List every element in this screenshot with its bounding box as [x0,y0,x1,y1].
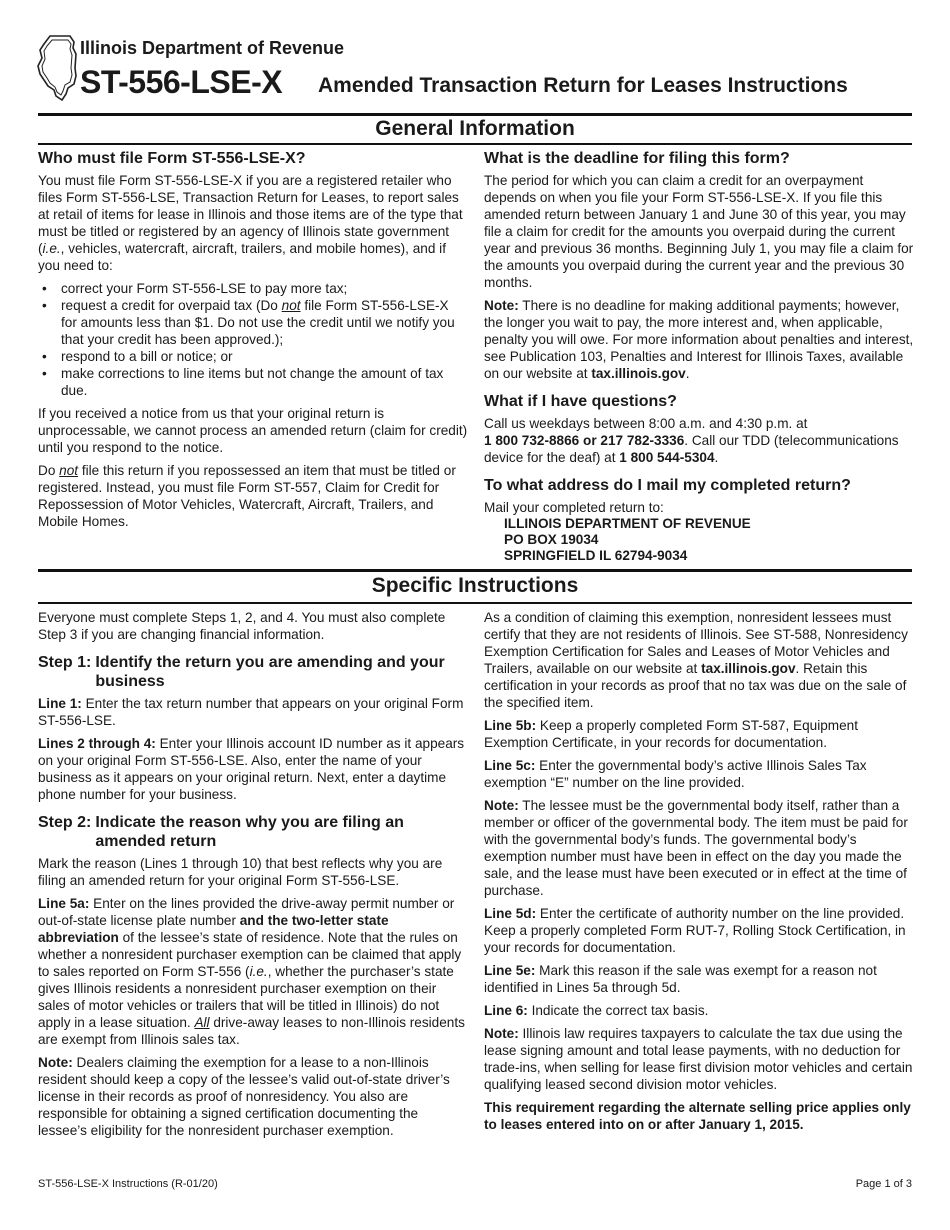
notice-paragraph: If you received a notice from us that your original return is unprocessable, we cannot process an amended return (claim for credit) until you respond to the notice. [38,406,468,455]
divider [38,143,912,145]
footer-form-revision: ST-556-LSE-X Instructions (R-01/20) [38,1178,218,1190]
address-line: ILLINOIS DEPARTMENT OF REVENUE [504,516,751,531]
reasons-list [38,280,468,399]
who-must-file-heading: Who must file Form ST-556-LSE-X? [38,150,306,167]
general-right-column [484,149,914,564]
deadline-note: Note: There is no deadline for making additional payments; however, the longer you wait to pay, the more interest and, when applicable, penalty you will owe. For more information about penalties and interest, see Publication 103, Penalties and Interest for Illinois Taxes, available on our website at tax.illinois.gov. [484,298,914,381]
step1-heading: Step 1: Identify the return you are amending and your business [38,654,445,690]
deadline-heading: What is the deadline for filing this form? [484,150,790,167]
specific-right-column [484,609,914,1139]
line5a-instruction: Line 5a: Enter on the lines provided the drive-away permit number or out-of-state license plate number and the two-letter state abbreviation of the lessee’s state of residence. Note that the rules on whether a nonresident purchaser exemption can be claimed that apply to sales reported on Form ST-556 (i.e., whether the purchaser’s state gives Illinois residents a nonresident purchaser exemption on their sales of motor vehicles or trailers that will be titled in Illinois) do not apply in a lease situation. All drive-away leases to non-Illinois residents are exempt from Illinois sales tax. [38,896,465,1047]
general-info-heading: General Information [375,117,575,140]
list-item: • request a credit for overpaid tax (Do not file Form ST-556-LSE-X for amounts less than $1. Do not use the credit until we notify you that your credit has been approved.); [38,297,468,348]
mark-reason-paragraph: Mark the reason (Lines 1 through 10) that best reflects why you are filing an amended return for your original Form ST-556-LSE. [38,856,443,888]
alternate-price-requirement: This requirement regarding the alternate selling price applies only to leases entered into on or after January 1, 2015. [484,1100,911,1132]
agency-name: Illinois Department of Revenue [80,38,345,58]
deadline-paragraph: The period for which you can claim a credit for an overpayment depends on when you file your Form ST-556-LSE-X. If you file this amended return between January 1 and June 30 of this year, you may file a claim for credit for the amounts you overpaid during the current year and previous 36 months. Beginning July 1, you may file a claim for the amounts you overpaid during the current year and the previous 30 months. [484,173,914,290]
line5c-instruction: Line 5c: Enter the governmental body’s active Illinois Sales Tax exemption “E” number on the line provided. [484,758,867,790]
lines2-4-instruction: Lines 2 through 4: Enter your Illinois account ID number as it appears on your original Form ST-556-LSE. Also, enter the name of your business as it appears on your original return. Next, enter a daytime phone number for your business. [38,736,465,802]
line5b-instruction: Line 5b: Keep a properly completed Form ST-587, Equipment Exemption Certificate, in your records for documentation. [484,718,859,750]
certification-paragraph: As a condition of claiming this exemption, nonresident lessees must certify that they are not residents of Illinois. See ST-588, Nonresidency Exemption Certification for Sales and Leases of Motor Vehicles and Trailers, available on our website at tax.illinois.gov. Retain this certification in your records as proof that no tax was due on the sale of the specified item. [484,610,908,710]
questions-paragraph: Call us weekdays between 8:00 a.m. and 4:30 p.m. at 1 800 732-8866 or 217 782-3336. Call our TDD (telecommunications device for the deaf) at 1 800 544-5304. [484,416,899,465]
specific-intro: Everyone must complete Steps 1, 2, and 4. You must also complete Step 3 if you are changing financial information. [38,610,446,642]
mailing-address [484,516,914,564]
who-must-file-intro: You must file Form ST-556-LSE-X if you are a registered retailer who files Form ST-556-LSE, Transaction Return for Leases, to report sales at retail of items for lease in Illinois and those items are of the type that must be titled or registered by an agency of Illinois state government (i.e., vehicles, watercraft, aircraft, trailers, and mobile homes), and if you need to: [38,173,463,273]
tax-calculation-note: Note: Illinois law requires taxpayers to calculate the tax due using the lease signing amount and total lease payments, with no deduction for trade-ins, when selling for lease first division motor vehicles and certain qualifying leased second division motor vehicles. [484,1026,913,1092]
specific-left-column [38,609,468,1145]
illinois-state-outline-icon [36,34,80,102]
repossession-paragraph: Do not file this return if you repossessed an item that must be titled or registered. Instead, you must file Form ST-557, Claim for Credit for Repossession of Motor Vehicles, Watercraft, Aircraft, Trailers, and Mobile Homes. [38,463,456,529]
divider [38,113,912,116]
line6-instruction: Line 6: Indicate the correct tax basis. [484,1003,709,1018]
address-line: PO BOX 19034 [504,532,599,547]
step2-heading: Step 2: Indicate the reason why you are filing an amended return [38,814,404,850]
form-number: ST-556-LSE-X [80,64,283,100]
form-title: Amended Transaction Return for Leases Instructions [318,74,848,97]
line5e-instruction: Line 5e: Mark this reason if the sale was exempt for a reason not identified in Lines 5a through 5d. [484,963,877,995]
address-line: SPRINGFIELD IL 62794-9034 [504,548,688,563]
list-item: • correct your Form ST-556-LSE to pay more tax; [38,280,468,297]
questions-heading: What if I have questions? [484,393,677,410]
general-left-column [38,149,468,536]
list-item: • make corrections to line items but not change the amount of tax due. [38,365,468,399]
page-number: Page 1 of 3 [855,1178,912,1190]
mail-intro: Mail your completed return to: [484,500,664,515]
governmental-body-note: Note: The lessee must be the governmental body itself, rather than a member or officer of the governmental body. The item must be paid for with the governmental body’s funds. The governmental body’s exemption number must have been in effect on the day you made the sale, and the lease must have been executed or in effect at the time of purchase. [484,798,908,898]
divider [38,569,912,572]
mail-heading: To what address do I mail my completed return? [484,477,851,494]
dealer-note: Note: Dealers claiming the exemption for a lease to a non-Illinois resident should keep a copy of the lessee’s valid out-of-state driver’s license in their records as proof of nonresidency. You also are responsible for obtaining a signed certification documenting the lessee’s eligibility for the nonresident purchaser exemption. [38,1055,450,1138]
divider [38,602,912,604]
specific-instructions-heading: Specific Instructions [371,574,579,597]
line1-instruction: Line 1: Enter the tax return number that appears on your original Form ST-556-LSE. [38,696,464,728]
list-item: • respond to a bill or notice; or [38,348,468,365]
line5d-instruction: Line 5d: Enter the certificate of authority number on the line provided. Keep a properly completed Form RUT-7, Rolling Stock Certification, in your records for documentation. [484,906,906,955]
